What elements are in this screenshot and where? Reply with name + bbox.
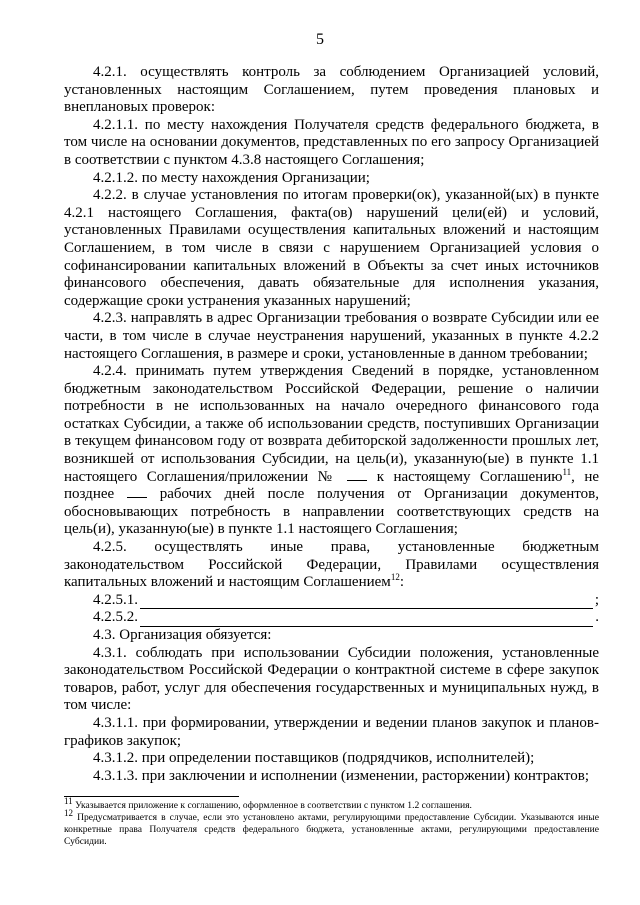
blank-line-4-2-5-2 bbox=[64, 609, 599, 627]
paragraph-4-3: 4.3. Организация обязуется: bbox=[93, 627, 272, 643]
paragraph-4-2-4 bbox=[64, 363, 599, 539]
p424-text-2: к настоящему Соглашению bbox=[376, 468, 563, 485]
footnote-text: Предусматривается в случае, если это установлено актами, регулирующими предоставление Субсидии. Указываются иные конкретные права Получателя средств федерального бюджета, установленные актами, регулирующими предоставление Субсидии. bbox=[64, 812, 599, 847]
footnote-separator bbox=[64, 796, 239, 797]
footnote-ref-11: 11 bbox=[562, 466, 572, 477]
paragraph-4-3-1-3: 4.3.1.3. при заключении и исполнении (изменении, расторжении) контрактов; bbox=[93, 767, 589, 784]
paragraph-4-3-1: 4.3.1. соблюдать при использовании Субсидии положения, установленные законодательством Российской Федерации о контрактной системе в сфере закупок товаров, работ, услуг для обеспечения государственных и муниципальных нужд, в том числе: bbox=[64, 644, 599, 714]
p424-text-3: , не позднее bbox=[64, 468, 600, 503]
paragraph-4-2-1-1: 4.2.1.1. по месту нахождения Получателя средств федерального бюджета, в том числе на основании документов, представленных по его запросу Организацией в соответствии с пунктом 4.3.8 настоящего Соглашения; bbox=[64, 116, 599, 168]
footnote-ref-12: 12 bbox=[390, 572, 400, 583]
footnote-number: 11 bbox=[64, 795, 73, 806]
footnotes bbox=[64, 795, 599, 848]
document-body bbox=[64, 64, 599, 785]
footnote-11 bbox=[64, 795, 599, 812]
fill-in-rule bbox=[140, 613, 593, 627]
paragraph-4-2-1-2: 4.2.1.2. по месту нахождения Организации; bbox=[93, 169, 370, 186]
blank-line-4-2-5-1 bbox=[64, 592, 599, 610]
paragraph-4-2-5 bbox=[64, 539, 599, 592]
footnote-text: Указывается приложение к соглашению, оформленное в соответствии с пунктом 1.2 соглашения. bbox=[75, 800, 472, 811]
footnote-number: 12 bbox=[64, 807, 73, 818]
paragraph-4-2-1: 4.2.1. осуществлять контроль за соблюдением Организацией условий, установленных настоящим Соглашением, путем проведения плановых и внеплановых проверок: bbox=[64, 64, 599, 116]
footnote-12 bbox=[64, 807, 599, 848]
p425-end: : bbox=[399, 574, 404, 591]
blank-end: ; bbox=[594, 591, 599, 608]
p425-text: 4.2.5. осуществлять иные права, установленные бюджетным законодательством Российской Федерации, Правилами осуществления капитальных вложений и настоящим Соглашением bbox=[64, 539, 599, 591]
page-number: 5 bbox=[316, 31, 324, 48]
paragraph-4-3-1-2: 4.3.1.2. при определении поставщиков (подрядчиков, исполнителей); bbox=[93, 750, 535, 767]
p424-text-4: рабочих дней после получения от Организации документов, обосновывающих потребность в направлении соответствующих средств на цель(и), указанную(ые) в пункте 1.1 настоящего Соглашения; bbox=[64, 486, 599, 538]
blank-label: 4.2.5.2. bbox=[93, 609, 138, 626]
blank-end: . bbox=[595, 609, 599, 626]
blank-label: 4.2.5.1. bbox=[93, 591, 138, 608]
fill-in-rule bbox=[140, 595, 593, 609]
number-blank bbox=[347, 470, 367, 481]
days-blank bbox=[127, 487, 147, 498]
paragraph-4-3-1-1: 4.3.1.1. при формировании, утверждении и ведении планов закупок и планов-графиков закупок; bbox=[64, 714, 599, 749]
p424-text-1: 4.2.4. принимать путем утверждения Сведений в порядке, установленном бюджетным законодательством Российской Федерации, решение о наличии потребности в не использованных на начало очередного финансового года остатках Субсидии, а также об использовании средств, поступивших Организации в текущем финансовом году от возврата дебиторской задолженности прошлых лет, возникшей от использования Субсидии, на цель(и), указанную(ые) в пункте 1.1 настоящего Соглашения/приложении № bbox=[64, 363, 599, 485]
paragraph-4-2-3: 4.2.3. направлять в адрес Организации требования о возврате Субсидии или ее части, в том числе в случае неустранения нарушений, указанных в пункте 4.2.2 настоящего Соглашения, в размере и сроки, установленные в данном требовании; bbox=[64, 310, 599, 362]
paragraph-4-2-2: 4.2.2. в случае установления по итогам проверки(ок), указанной(ых) в пункте 4.2.1 настоящего Соглашения, факта(ов) нарушений цели(ей) и условий, установленных Правилами осуществления капитальных вложений и настоящим Соглашением, в том числе в связи с нарушением Организацией условия о софинансировании капитальных вложений в Объекты за счет иных источников финансового обеспечения, давать обязательные для исполнения указания, содержащие сроки устранения указанных нарушений; bbox=[64, 187, 599, 309]
